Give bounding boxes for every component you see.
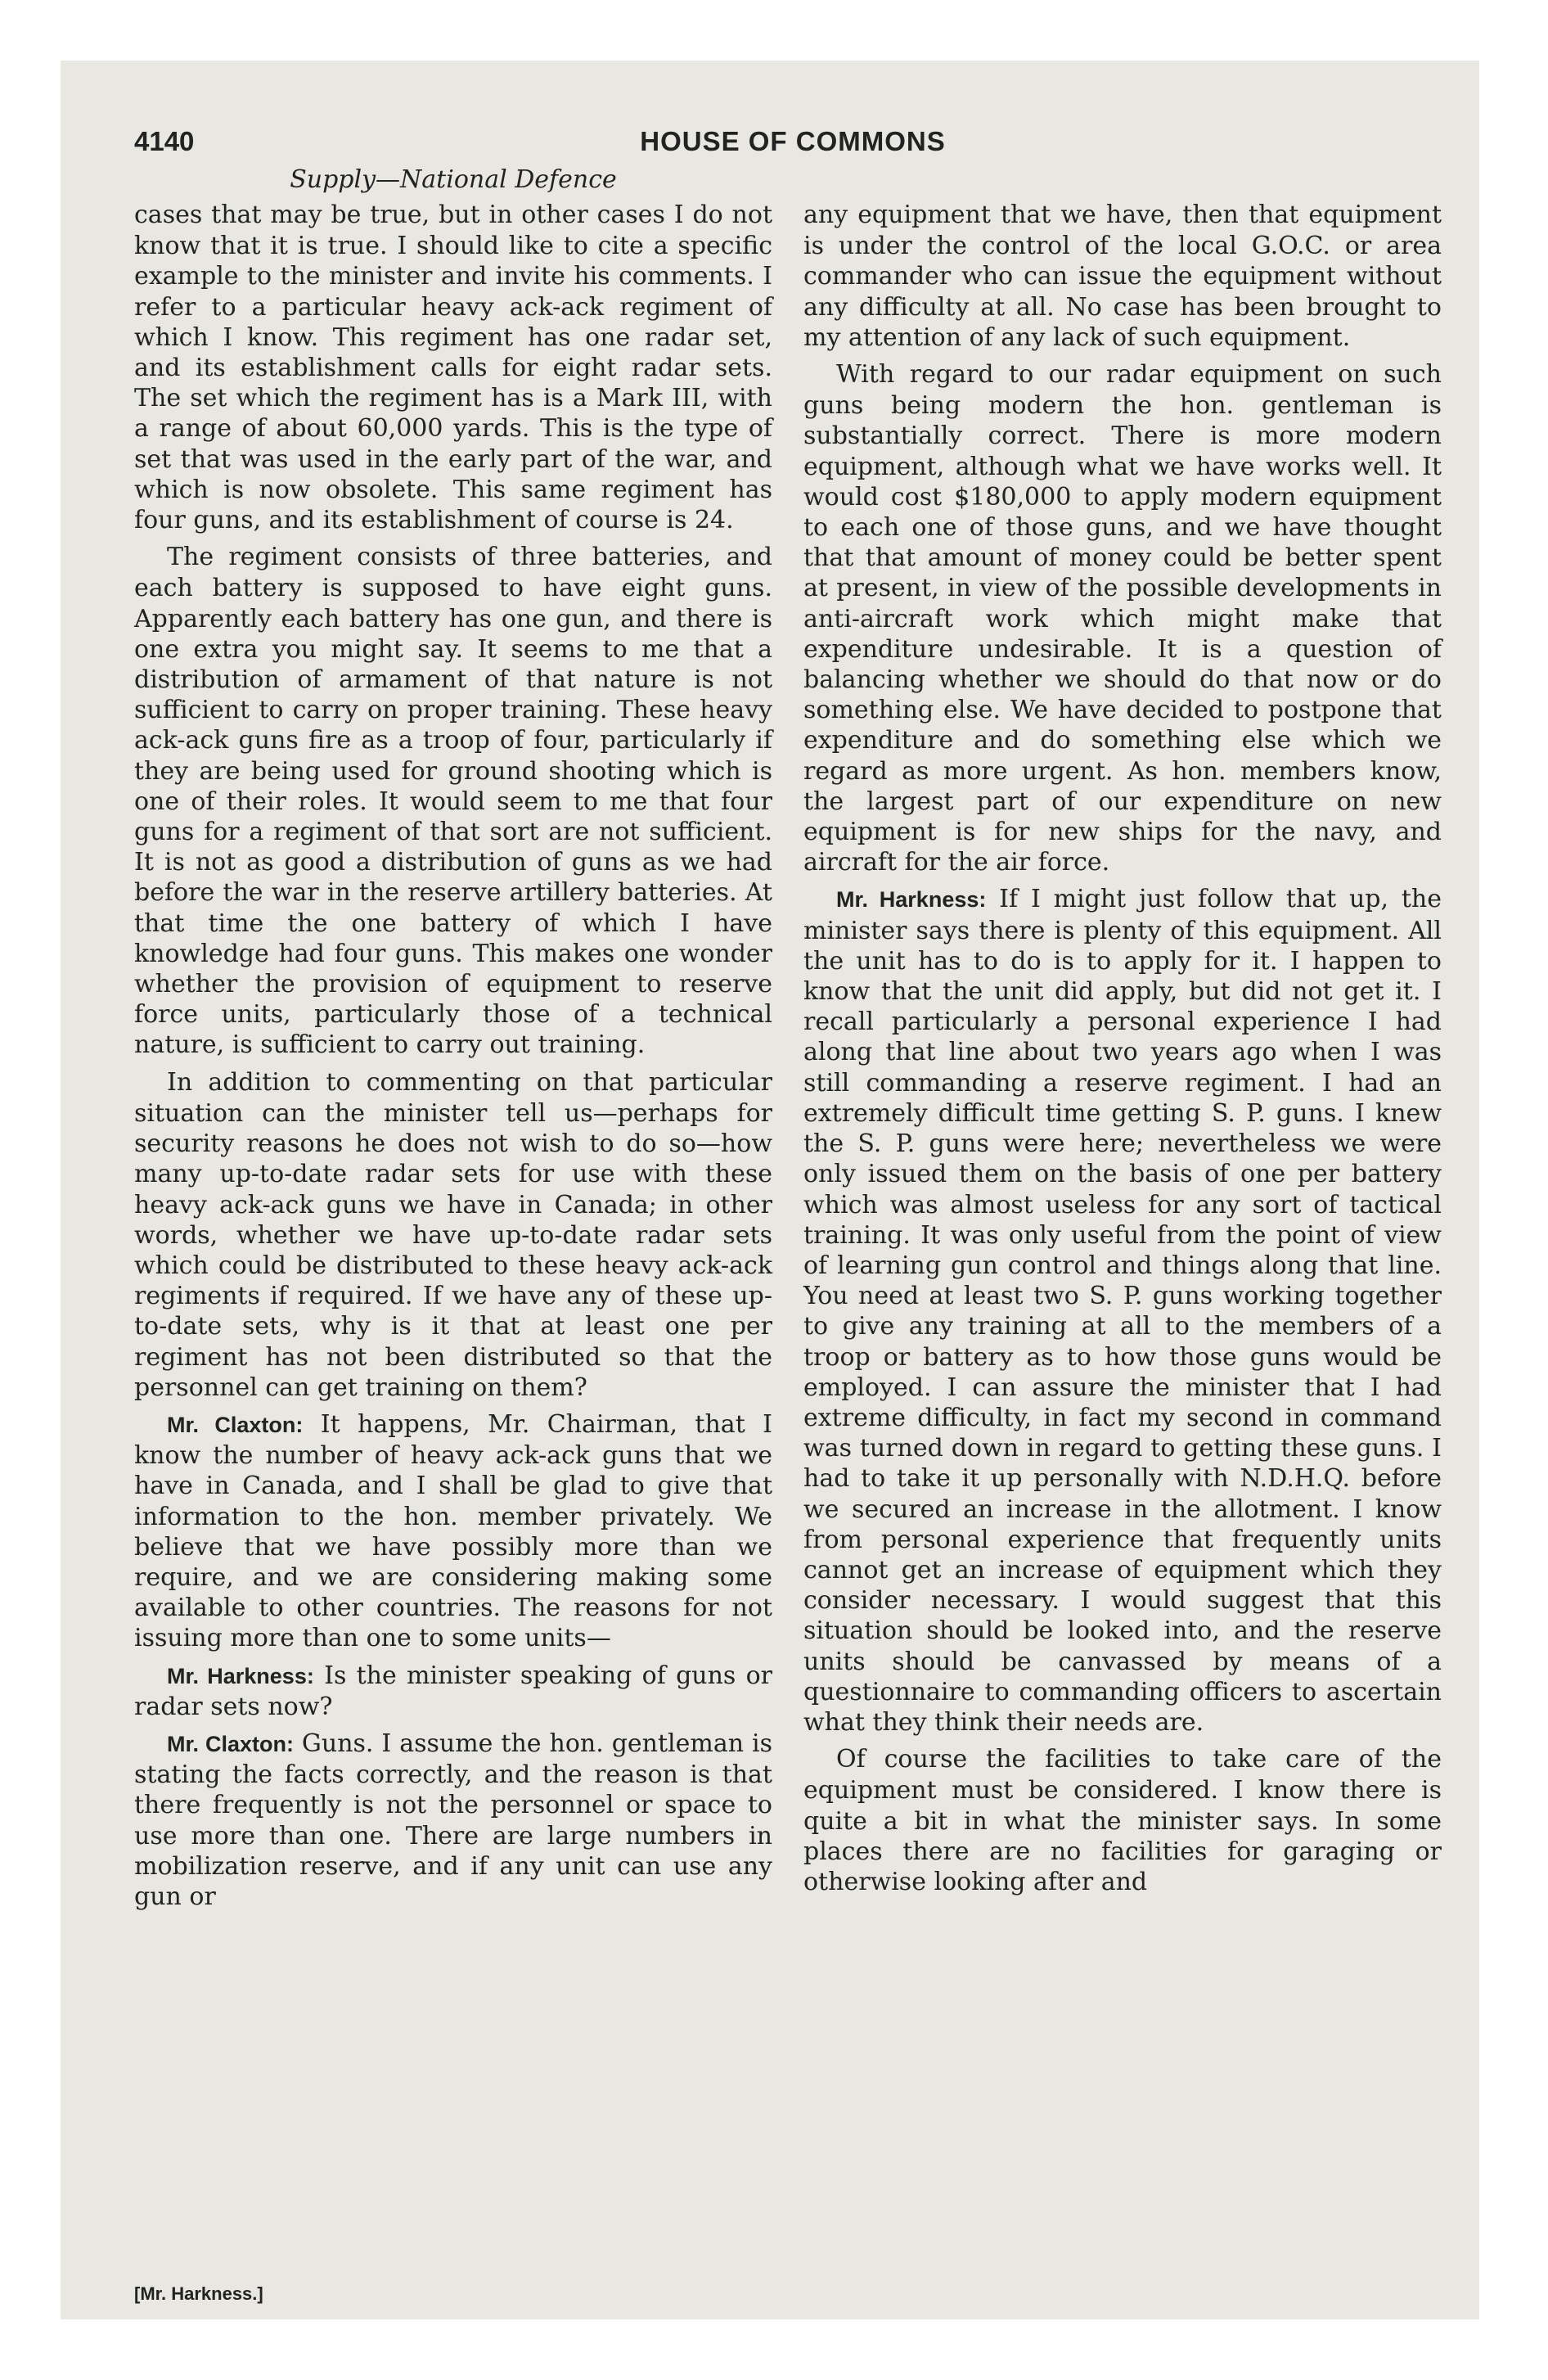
speaker-name: Mr. Harkness:: [836, 887, 987, 913]
paragraph: [803, 1744, 1442, 1897]
paragraph-text: Is the minister speaking of guns or radar sets now?: [134, 1661, 772, 1721]
speaker-name: Mr. Harkness:: [167, 1663, 314, 1688]
paragraph: [134, 200, 772, 535]
paragraph-text: Guns. I assume the hon. gentleman is stating the facts correctly, and the reason is that there frequently is not the personnel or space to use more than one. There are large numbers in mobilization reserve, and if any unit can use any gun or: [134, 1729, 772, 1911]
paragraph: [134, 1661, 772, 1722]
left-column: [134, 200, 772, 1918]
document-page: [61, 61, 1479, 2319]
running-title: HOUSE OF COMMONS: [640, 126, 946, 156]
paragraph-text: It happens, Mr. Chairman, that I know the number of heavy ack-ack guns that we have in Canada, and I shall be glad to give that information to the hon. member privately. We believe that we have possibly more than we require, and we are considering making some available to other countries. The reasons for not issuing more than one to some units—: [134, 1409, 772, 1653]
paragraph: [134, 1729, 772, 1912]
paragraph: [134, 542, 772, 1060]
speaker-name: Mr. Claxton:: [167, 1731, 294, 1756]
paragraph: [134, 1409, 772, 1654]
footer-note: [Mr. Harkness.]: [134, 2283, 263, 2304]
paragraph: [803, 884, 1442, 1738]
paragraph-text: cases that may be true, but in other cases I do not know that it is true. I should like to cite a specific example to the minister and invite his comments. I refer to a particular heavy ack-ack regiment of which I know. This regiment has one radar set, and its establishment calls for eight radar sets. The set which the regiment has is a Mark III, with a range of about 60,000 yards. This is the type of set that was used in the early part of the war, and which is now obsolete. This same regiment has four guns, and its establishment of course is 24.: [134, 201, 772, 535]
speaker-name: Mr. Claxton:: [167, 1412, 304, 1437]
paragraph-text: any equipment that we have, then that equipment is under the control of the local G.O.C. or area commander who can issue the equipment without any difficulty at all. No case has been brought to my attention of any lack of such equipment.: [803, 201, 1442, 352]
paragraph: [803, 359, 1442, 877]
paragraph-text: The regiment consists of three batteries, and each battery is supposed to have eight guns. Apparently each battery has one gun, and there is one extra you might say. It seems to me that a distribution of armament of that nature is not sufficient to carry on proper training. These heavy ack-ack guns fire as a troop of four, particularly if they are being used for ground shooting which is one of their roles. It would seem to me that four guns for a regiment of that sort are not sufficient. It is not as good a distribution of guns as we had before the war in the reserve artillery batteries. At that time the one battery of which I have knowledge had four guns. This makes one wonder whether the provision of equipment to reserve force units, particularly those of a technical nature, is sufficient to carry out training.: [134, 543, 772, 1060]
paragraph-text: With regard to our radar equipment on such guns being modern the hon. gentleman is substantially correct. There is more modern equipment, although what we have works well. It would cost $180,000 to apply modern equipment to each one of those guns, and we have thought that that amount of money could be better spent at present, in view of the possible developments in anti-aircraft work which might make that expenditure undesirable. It is a question of balancing whether we should do that now or do something else. We have decided to postpone that expenditure and do something else which we regard as more urgent. As hon. members know, the largest part of our expenditure on new equipment is for new ships for the navy, and aircraft for the air force.: [803, 360, 1442, 877]
paragraph: [803, 200, 1442, 353]
paragraph-text: If I might just follow that up, the minister says there is plenty of this equipment. All the unit has to do is to apply for it. I happen to know that the unit did apply, but did not get it. I recall particularly a personal experience I had along that line about two years ago when I was still commanding a reserve regiment. I had an extremely difficult time getting S. P. guns. I knew the S. P. guns were here; nevertheless we were only issued them on the basis of one per battery which was almost useless for any sort of tactical training. It was only useful from the point of view of learning gun control and things along that line. You need at least two S. P. guns working together to give any training at all to the members of a troop or battery as to how those guns would be employed. I can assure the minister that I had extreme difficulty, in fact my second in command was turned down in regard to getting these guns. I had to take it up personally with N.D.H.Q. before we secured an increase in the allotment. I know from personal experience that frequently units cannot get an increase of equipment which they consider necessary. I would suggest that this situation should be looked into, and the reserve units should be canvassed by means of a questionnaire to commanding officers to ascertain what they think their needs are.: [803, 885, 1442, 1737]
paragraph-text: In addition to commenting on that particular situation can the minister tell us—perhaps for security reasons he does not wish to do so—how many up-to-date radar sets for use with these heavy ack-ack guns we have in Canada; in other words, whether we have up-to-date radar sets which could be distributed to these heavy ack-ack regiments if required. If we have any of these up-to-date sets, why is it that at least one per regiment has not been distributed so that the personnel can get training on them?: [134, 1067, 772, 1402]
paragraph: [134, 1067, 772, 1403]
page-number: 4140: [134, 126, 195, 156]
paragraph-text: Of course the facilities to take care of the equipment must be considered. I know there is quite a bit in what the minister says. In some places there are no facilities for garaging or otherwise looking after and: [803, 1745, 1442, 1896]
right-column: [803, 200, 1442, 1904]
section-subheading: Supply—National Defence: [290, 165, 617, 194]
